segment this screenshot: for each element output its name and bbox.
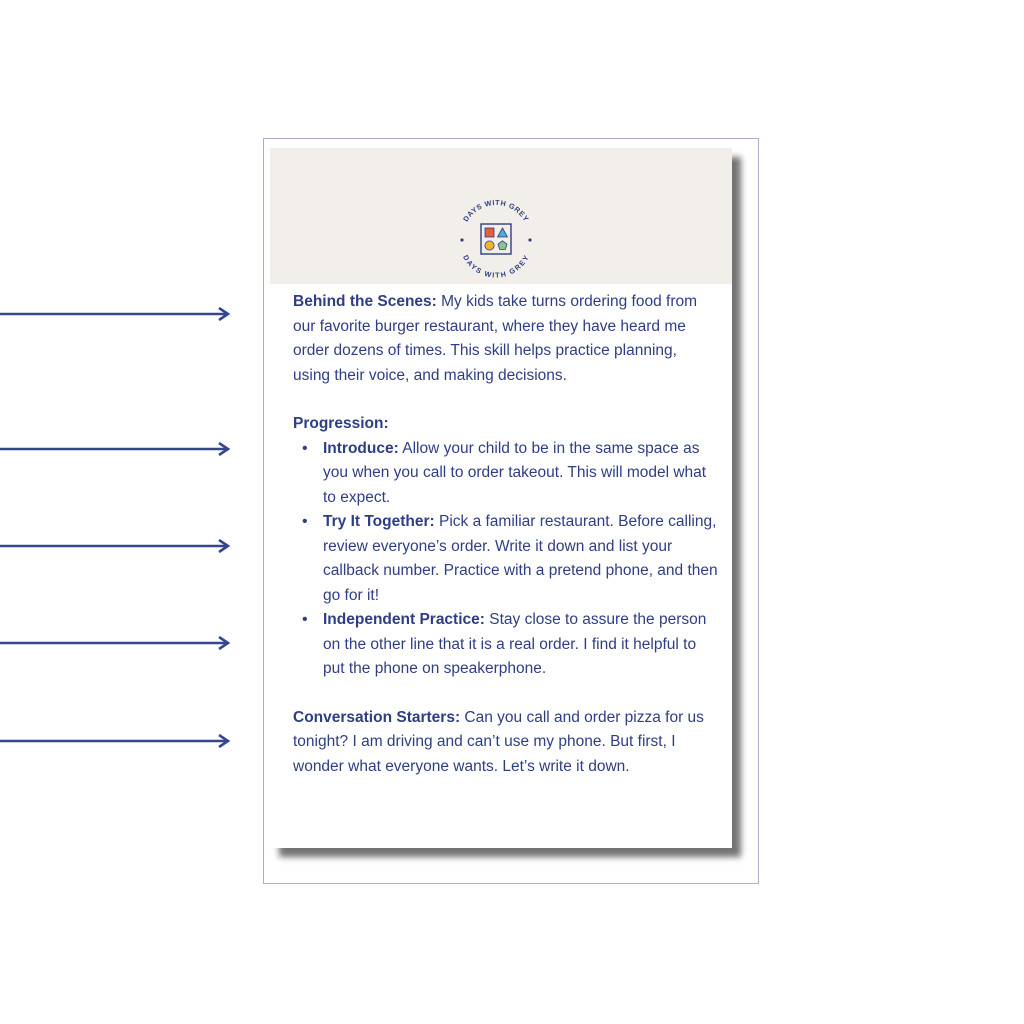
card-header (270, 148, 732, 284)
conversation-text: Can you call and order pizza for us tonight? I am driving and can’t use my phone. But first, I wonder what everyone wants. Let’s write it down. (293, 708, 704, 775)
arrow-progression (0, 442, 232, 456)
progression-item-introduce (323, 437, 718, 511)
conversation-paragraph (293, 706, 718, 780)
conversation-label: Conversation Starters: (293, 708, 461, 726)
logo-text-top: DAYS WITH GREY (461, 197, 531, 224)
logo-square-icon (485, 228, 494, 237)
arrow-behind-scenes (0, 307, 232, 321)
behind-scenes-paragraph (293, 290, 718, 388)
logo-dot-right (528, 238, 531, 241)
progression-item-label: Try It Together: (323, 513, 435, 530)
arrow-independent-practice (0, 636, 232, 650)
progression-item-text: Stay close to assure the person on the other line that it is a real order. I find it helpful to put the phone on speakerphone. (323, 611, 707, 677)
progression-item-text: Pick a familiar restaurant. Before calling, review everyone’s order. Write it down and list your callback number. Practice with a pretend phone, and then go for it! (323, 513, 718, 604)
progression-item-label: Independent Practice: (323, 611, 485, 628)
logo-dot-left (460, 238, 463, 241)
progression-list (293, 437, 718, 682)
arrow-conversation-starters (0, 734, 232, 748)
progression-heading: Progression: (293, 415, 389, 432)
progression-item-text: Allow your child to be in the same space as you when you call to order takeout. This will model what to expect. (323, 439, 707, 506)
behind-scenes-text: My kids take turns ordering food from our favorite burger restaurant, where they have heard me order dozens of times. This skill helps practice planning, using their voice, and making decisions. (293, 293, 698, 384)
logo-pentagon-icon (498, 241, 507, 250)
days-with-grey-logo (451, 193, 541, 283)
card-body (293, 290, 718, 779)
logo-triangle-icon (498, 228, 508, 237)
arrow-try-together (0, 539, 232, 553)
progression-item-independent (323, 608, 718, 682)
logo-circle-icon (485, 241, 494, 250)
svg-text:DAYS WITH GREY (461, 198, 531, 223)
logo-text-bottom: DAYS WITH GREY (461, 253, 531, 280)
svg-text:DAYS WITH GREY (461, 253, 531, 279)
progression-item-try-together (323, 510, 718, 608)
progression-item-label: Introduce: (323, 439, 399, 457)
behind-scenes-label: Behind the Scenes: (293, 293, 437, 310)
activity-card (270, 148, 732, 848)
